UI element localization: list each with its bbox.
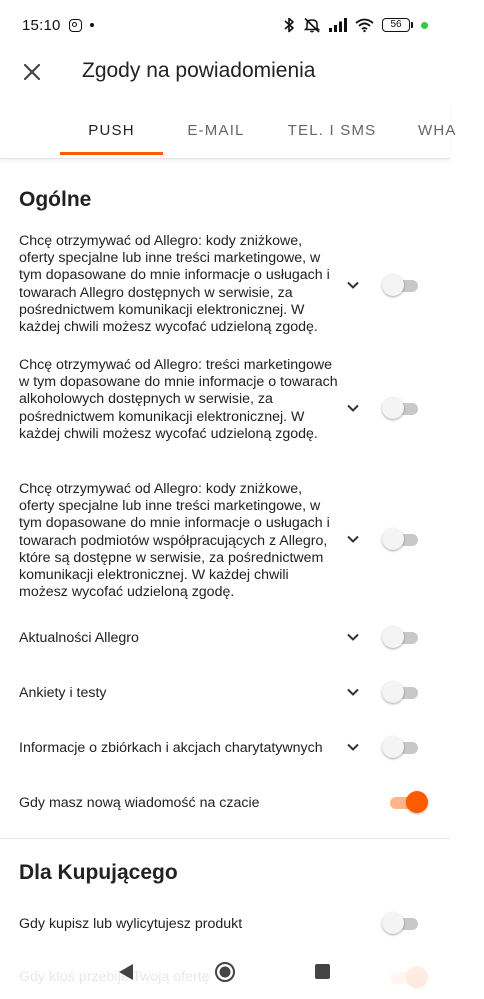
mute-icon (303, 17, 321, 33)
battery-icon (382, 18, 413, 32)
consent-text: Gdy kupisz lub wylicytujesz produkt (19, 916, 243, 932)
consent-toggle[interactable] (382, 735, 428, 759)
consent-row (0, 682, 450, 706)
section-title-buyer: Dla Kupującego (19, 861, 178, 884)
consent-toggle[interactable] (382, 680, 428, 704)
back-icon[interactable] (117, 962, 135, 982)
consent-text: Chcę otrzymywać od Allegro: kody zniżkowe, oferty specjalne lub inne treści marketingowe, w tym dopasowane do mnie informacje o usługach i towarach Allegro dostępnych w serwisie, za pośrednictwem komunikacji elektronicznej. W każdej chwili możesz wycofać udzieloną zgodę. (19, 233, 330, 336)
page-title: Zgody na powiadomienia (82, 59, 316, 82)
home-icon[interactable] (214, 961, 236, 983)
battery-level: 56 (382, 18, 410, 32)
tab-push[interactable]: PUSH (88, 122, 135, 139)
chevron-down-icon[interactable] (345, 531, 361, 547)
bluetooth-icon (283, 17, 295, 33)
chevron-down-icon[interactable] (345, 629, 361, 645)
privacy-indicator-icon (421, 22, 428, 29)
consent-toggle[interactable] (382, 273, 428, 297)
consent-text: Chcę otrzymywać od Allegro: treści marketingowe w tym dopasowane do mnie informacje o towarach alkoholowych dostępnych w serwisie, za pośrednictwem komunikacji elektronicznej. W każdej chwili możesz wycofać udzieloną zgodę. (19, 357, 338, 442)
consent-toggle[interactable] (382, 396, 428, 420)
section-divider (0, 838, 450, 839)
consent-row (0, 233, 450, 337)
consent-toggle[interactable] (382, 527, 428, 551)
consent-text: Gdy masz nową wiadomość na czacie (19, 795, 260, 811)
consent-text: Informacje o zbiórkach i akcjach charytatywnych (19, 740, 323, 756)
chevron-down-icon[interactable] (345, 739, 361, 755)
consent-text: Aktualności Allegro (19, 630, 139, 646)
consent-toggle[interactable] (382, 625, 428, 649)
tab-whatsapp[interactable]: WHA (418, 122, 457, 139)
active-tab-indicator (60, 152, 163, 155)
recent-apps-icon[interactable] (314, 963, 331, 980)
consent-row (0, 357, 450, 461)
notification-dot-icon (90, 23, 94, 27)
status-bar (0, 0, 450, 50)
chevron-down-icon[interactable] (345, 400, 361, 416)
wifi-icon (355, 18, 374, 32)
app-bar (0, 50, 450, 94)
instagram-icon (69, 19, 82, 32)
consent-toggle[interactable] (382, 911, 428, 935)
consent-text: Ankiety i testy (19, 685, 107, 701)
consent-text: Chcę otrzymywać od Allegro: kody zniżkowe, oferty specjalne lub inne treści marketingowe, w tym dopasowane do mnie informacje o usługach i towarach podmiotów współpracujących z Allegro, które są dostępne w serwisie, za pośrednictwem komunikacji elektronicznej. W każdej chwili możesz wycofać udzieloną zgodę. (19, 481, 330, 601)
channel-tabs (0, 103, 457, 159)
tab-tel-sms[interactable]: TEL. I SMS (287, 122, 377, 139)
signal-icon (329, 18, 347, 32)
consent-row (0, 913, 450, 937)
consent-row (0, 737, 450, 761)
close-icon[interactable] (20, 60, 44, 84)
status-time: 15:10 (22, 16, 61, 34)
consent-row (0, 481, 450, 601)
consent-row (0, 792, 450, 816)
consent-toggle[interactable] (382, 790, 428, 814)
consent-row (0, 627, 450, 651)
tab-email[interactable]: E-MAIL (187, 122, 245, 139)
chevron-down-icon[interactable] (345, 277, 361, 293)
chevron-down-icon[interactable] (345, 684, 361, 700)
section-title-general: Ogólne (19, 188, 92, 211)
